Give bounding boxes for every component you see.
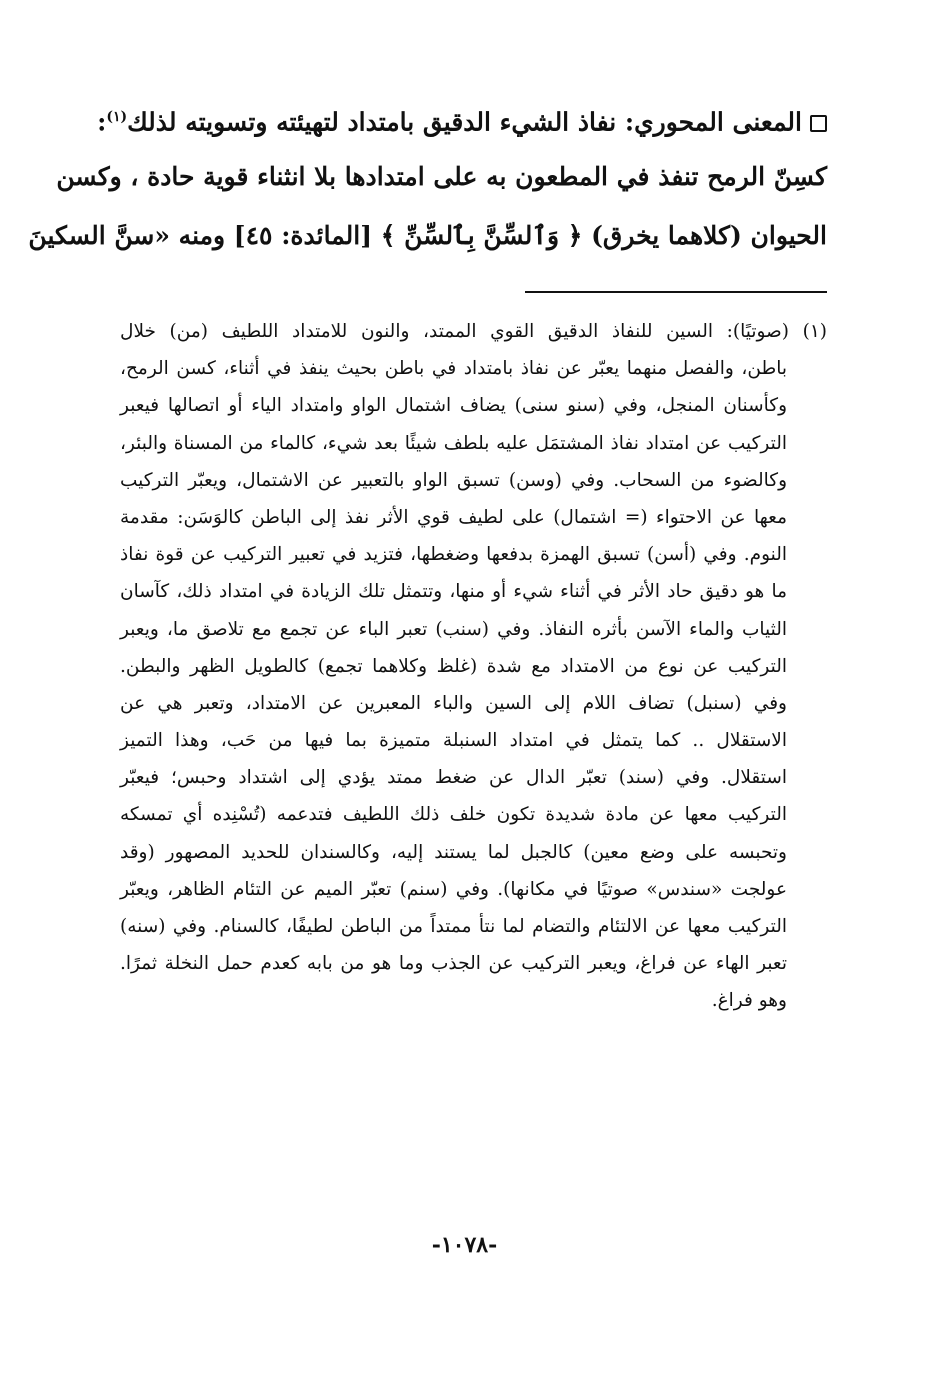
footnote-line: ما هو دقيق حاد الأثر في أثناء شيء أو منها، وتتمثل تلك الزيادة في امتداد ذلك، كآسان [120,581,787,603]
heading-colon: : [97,107,107,137]
footnote-line: التركيب معها عن مادة شديدة تكون خلف ذلك اللطيف فتدعمه (تُسْنِده أي تمسكه [120,804,787,826]
page-number: -١٠٧٨- [431,1232,498,1258]
footnote-separator [525,291,827,293]
main-text [28,88,827,265]
footnote-line: وتحبسه على وضع معين) كالجبل لما يستند إليه، وكالسندان للحديد المصهور (وقد [120,841,787,863]
footnote-line: استقلال. وفي (سند) تعبّر الدال عن ضغط ممتد يؤدي إلى اشتداد وحبس؛ فيعبّر [120,767,787,789]
footnote-line: تعبر الهاء عن فراغ، ويعبر التركيب عن الجذب وما هو من بابه كعدم حمل النخلة ثمرًا. [120,953,787,975]
footnote-line: وكأسنان المنجل، وفي (سنو سنى) يضاف اشتمال الواو وامتداد الياء أو اتصالها فيعبر [120,395,787,417]
main-line-2: كسِنّ الرمح تنفذ في المطعون به على امتدادها بلا انثناء قوية حادة ، وكسن [56,162,827,191]
main-line-3: الحيوان (كلاهما يخرق) ﴿ وَٱلسِّنَّ بِٱلسِّنِّ ﴾ [المائدة: ٤٥] ومنه «سنَّ السكينَ [28,221,827,250]
footnote-line: وفي (سنبل) تضاف اللام إلى السين والباء المعبرين عن الامتداد، وتعبر هي عن [120,692,787,714]
footnote-line: معها عن الاحتواء (= اشتمال) على لطيف قوي الأثر نفذ إلى الباطن كالوَسَن: مقدمة [120,506,787,528]
footnote-line: باطن، والفصل منهما يعبّر عن نفاذ بامتداد في باطن بحيث ينفذ في أثناء، كسن الرمح، [120,358,787,380]
footnote-line: التركيب معها عن الالتئام والتضام لما نتأ ممتداً من الباطن لطيفًا، كالسنام. وفي (سنه) [120,916,787,937]
footnote-line: وكالضوء من السحاب. وفي (وسن) تسبق الواو بالتعبير عن الاشتمال، ويعبّر التركيب [120,469,787,491]
footnote-line: التركيب عن نوع من الامتداد مع شدة (غلظ وكلاهما تجمع) كالطويل الظهر والبطن. [120,655,787,677]
footnote-line: عولجت «سندس» صوتيًا في مكانها). وفي (سنم) تعبّر الميم عن التئام الظاهر، ويعبّر [120,878,787,900]
footnote-line: وهو فراغ. [711,990,787,1012]
footnote-line: (١) (صوتيًا): السين للنفاذ الدقيق القوي الممتد، والنون للامتداد اللطيف (من) خلال [120,321,827,342]
footnote-block [120,313,827,1020]
footnote-line: التركيب عن امتداد نفاذ المشتمَل عليه بلطف شيئًا بعد شيء، كالماء من المسناة والبئر، [120,432,787,454]
footnote-line: الاستقلال .. كما يتمثل في امتداد السنبلة متميزة بما فيها من حَب، وهذا التميز [120,730,787,752]
main-heading: المعنى المحوري: نفاذ الشيء الدقيق بامتداد لتهيئته وتسويته لذلك [127,107,802,137]
main-line-1 [97,88,827,147]
footnote-line: النوم. وفي (أسن) تسبق الهمزة بدفعها وضغطها، فتزيد في تعبير التركيب عن قوة نفاذ [120,544,787,566]
footnote-marker[interactable]: (١) [106,109,128,125]
footnote-line: الثياب والماء الآسن بأثره النفاذ. وفي (سنب) تعبر الباء عن تجمع مع تلاصق ما، ويعبر [120,618,787,640]
square-bullet-icon [810,115,827,132]
